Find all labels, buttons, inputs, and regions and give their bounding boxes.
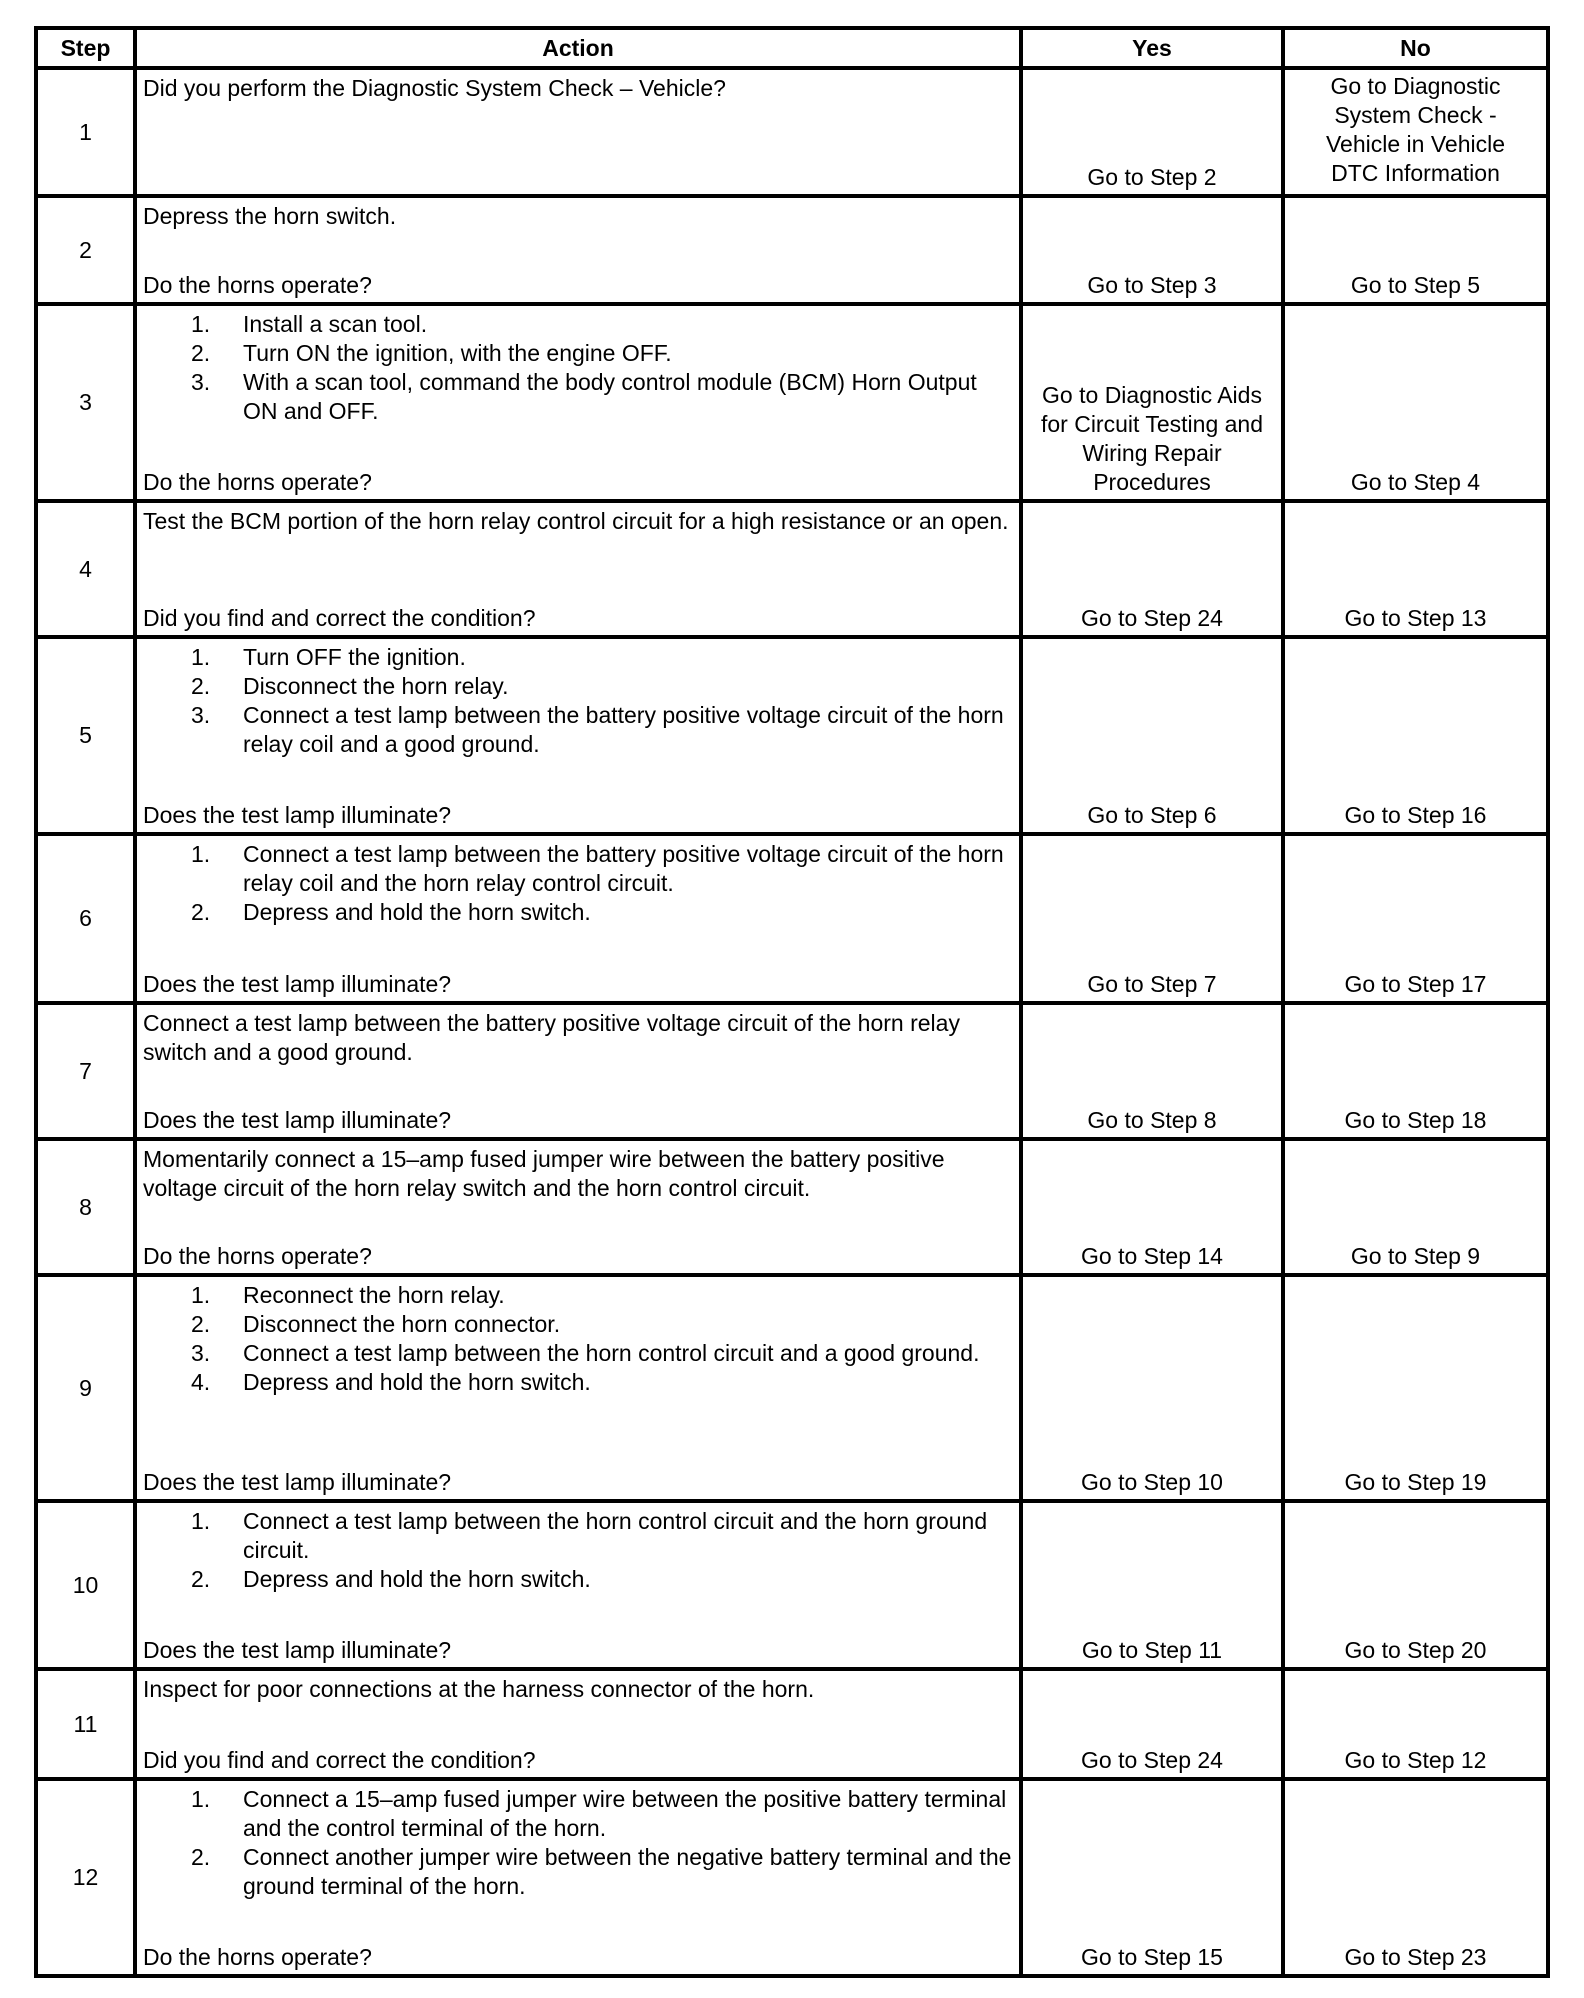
action-content — [143, 1009, 1013, 1135]
action-content — [143, 643, 1013, 830]
action-question: Did you find and correct the condition? — [143, 605, 536, 631]
list-item — [143, 1843, 1013, 1901]
list-item-number: 2. — [191, 340, 211, 366]
list-item-text: Depress and hold the horn switch. — [243, 1369, 591, 1395]
table-row — [36, 637, 1548, 834]
action-content — [143, 507, 1013, 633]
list-item — [143, 701, 1013, 759]
action-text: Did you perform the Diagnostic System Check – Vehicle? — [143, 75, 726, 101]
table-row — [36, 1139, 1548, 1275]
action-cell — [135, 501, 1021, 637]
step-number: 7 — [36, 1003, 135, 1139]
list-item — [143, 1507, 1013, 1565]
action-question: Does the test lamp illuminate? — [143, 802, 452, 828]
list-item-number: 2. — [191, 1844, 211, 1870]
table-row — [36, 68, 1548, 196]
yes-outcome — [1021, 501, 1283, 637]
list-item — [143, 1785, 1013, 1843]
action-cell — [135, 1275, 1021, 1501]
step-number: 4 — [36, 501, 135, 637]
no-outcome — [1283, 304, 1548, 501]
list-item — [143, 1565, 1013, 1594]
list-item-number: 1. — [191, 311, 211, 337]
no-outcome-line: Go to Step 18 — [1344, 1107, 1487, 1133]
action-question: Does the test lamp illuminate? — [143, 971, 452, 997]
action-question: Does the test lamp illuminate? — [143, 1469, 452, 1495]
action-question: Do the horns operate? — [143, 1243, 372, 1269]
action-content — [143, 310, 1013, 497]
list-item-number: 3. — [191, 1340, 211, 1366]
header-step: Step — [36, 28, 135, 68]
action-cell — [135, 304, 1021, 501]
action-content — [143, 74, 1013, 192]
list-item-number: 1. — [191, 644, 211, 670]
yes-outcome-line: Go to Step 2 — [1087, 164, 1217, 190]
action-content — [143, 1507, 1013, 1665]
no-outcome — [1283, 637, 1548, 834]
action-instructions — [143, 507, 1013, 536]
list-item — [143, 368, 1013, 426]
no-outcome — [1283, 834, 1548, 1003]
yes-outcome-line: Go to Step 10 — [1081, 1469, 1223, 1495]
list-item — [143, 672, 1013, 701]
step-number: 8 — [36, 1139, 135, 1275]
step-number: 1 — [36, 68, 135, 196]
action-instructions — [143, 1009, 1013, 1067]
action-text: Momentarily connect a 15–amp fused jumper wire between the battery positive voltage circuit of the horn relay switch and the horn control circuit. — [143, 1146, 945, 1201]
list-item-text: Connect a test lamp between the horn control circuit and the horn ground circuit. — [243, 1508, 988, 1563]
list-item-text: Disconnect the horn connector. — [243, 1311, 561, 1337]
action-content — [143, 202, 1013, 300]
no-outcome-line: Go to Diagnostic — [1330, 73, 1501, 99]
table-row — [36, 1779, 1548, 1976]
yes-outcome — [1021, 196, 1283, 304]
no-outcome-line: Go to Step 9 — [1350, 1243, 1481, 1269]
yes-outcome-line: Go to Step 8 — [1087, 1107, 1217, 1133]
no-outcome — [1283, 68, 1548, 196]
no-outcome — [1283, 1275, 1548, 1501]
no-outcome-line: Go to Step 20 — [1344, 1637, 1487, 1663]
table-row — [36, 1003, 1548, 1139]
yes-outcome-line: Procedures — [1093, 469, 1211, 495]
action-cell — [135, 1003, 1021, 1139]
list-item-number: 2. — [191, 673, 211, 699]
action-cell — [135, 1501, 1021, 1669]
action-text: Inspect for poor connections at the harness connector of the horn. — [143, 1676, 815, 1702]
no-outcome-line: Go to Step 23 — [1344, 1944, 1487, 1970]
yes-outcome-line: Go to Step 6 — [1087, 802, 1217, 828]
action-cell — [135, 1669, 1021, 1779]
table-row — [36, 1275, 1548, 1501]
header-row — [36, 28, 1548, 68]
list-item — [143, 1368, 1013, 1397]
list-item-number: 3. — [191, 369, 211, 395]
step-number: 5 — [36, 637, 135, 834]
action-instructions — [143, 840, 1013, 927]
list-item-number: 2. — [191, 1311, 211, 1337]
list-item-text: Connect a test lamp between the horn control circuit and a good ground. — [243, 1340, 980, 1366]
yes-outcome-line: Go to Step 11 — [1081, 1637, 1223, 1663]
no-outcome-line: Go to Step 5 — [1350, 272, 1481, 298]
yes-outcome — [1021, 637, 1283, 834]
yes-outcome — [1021, 1003, 1283, 1139]
list-item — [143, 339, 1013, 368]
list-item — [143, 1281, 1013, 1310]
action-list — [143, 840, 1013, 927]
list-item-text: Connect a test lamp between the battery positive voltage circuit of the horn relay coil and a good ground. — [243, 702, 1004, 757]
step-number: 10 — [36, 1501, 135, 1669]
step-number: 9 — [36, 1275, 135, 1501]
list-item-number: 4. — [191, 1369, 211, 1395]
yes-outcome-line: Wiring Repair — [1082, 440, 1222, 466]
action-question: Does the test lamp illuminate? — [143, 1107, 452, 1133]
step-number: 2 — [36, 196, 135, 304]
no-outcome — [1283, 196, 1548, 304]
action-content — [143, 1281, 1013, 1497]
action-instructions — [143, 1675, 1013, 1704]
no-outcome — [1283, 1139, 1548, 1275]
list-item — [143, 643, 1013, 672]
action-content — [143, 1785, 1013, 1972]
table-row — [36, 1501, 1548, 1669]
no-outcome — [1283, 1779, 1548, 1976]
step-number: 12 — [36, 1779, 135, 1976]
list-item-text: Install a scan tool. — [243, 311, 428, 337]
no-outcome-line: DTC Information — [1331, 160, 1500, 186]
yes-outcome-line: Go to Step 7 — [1087, 971, 1217, 997]
list-item-text: With a scan tool, command the body control module (BCM) Horn Output ON and OFF. — [243, 369, 977, 424]
yes-outcome — [1021, 1139, 1283, 1275]
no-outcome-line: System Check - — [1334, 102, 1497, 128]
action-list — [143, 1281, 1013, 1397]
list-item — [143, 898, 1013, 927]
no-outcome-line: Go to Step 19 — [1344, 1469, 1487, 1495]
action-content — [143, 1675, 1013, 1775]
no-outcome-line: Go to Step 4 — [1350, 469, 1481, 495]
yes-outcome-line: Go to Step 14 — [1081, 1243, 1223, 1269]
action-list — [143, 1507, 1013, 1594]
list-item-number: 1. — [191, 1508, 211, 1534]
no-outcome — [1283, 1501, 1548, 1669]
action-list — [143, 310, 1013, 426]
list-item-text: Reconnect the horn relay. — [243, 1282, 505, 1308]
yes-outcome-line: for Circuit Testing and — [1040, 411, 1263, 437]
yes-outcome — [1021, 1779, 1283, 1976]
list-item-text: Connect a 15–amp fused jumper wire between the positive battery terminal and the control terminal of the horn. — [243, 1786, 1007, 1841]
action-question: Did you find and correct the condition? — [143, 1747, 536, 1773]
action-text: Connect a test lamp between the battery positive voltage circuit of the horn relay switch and a good ground. — [143, 1010, 960, 1065]
header-no: No — [1283, 28, 1548, 68]
table-row — [36, 834, 1548, 1003]
list-item-text: Turn ON the ignition, with the engine OFF. — [243, 340, 672, 366]
step-number: 11 — [36, 1669, 135, 1779]
diagnostic-table — [34, 26, 1550, 1978]
list-item — [143, 840, 1013, 898]
action-cell — [135, 637, 1021, 834]
table-row — [36, 196, 1548, 304]
action-instructions — [143, 1281, 1013, 1397]
list-item-text: Connect another jumper wire between the negative battery terminal and the ground terminal of the horn. — [243, 1844, 1012, 1899]
no-outcome-line: Go to Step 16 — [1344, 802, 1487, 828]
action-question: Do the horns operate? — [143, 1944, 372, 1970]
list-item-text: Depress and hold the horn switch. — [243, 1566, 591, 1592]
list-item-number: 3. — [191, 702, 211, 728]
action-cell — [135, 68, 1021, 196]
action-instructions — [143, 74, 1013, 103]
action-content — [143, 840, 1013, 999]
list-item — [143, 310, 1013, 339]
yes-outcome — [1021, 68, 1283, 196]
action-instructions — [143, 310, 1013, 426]
list-item-number: 2. — [191, 899, 211, 925]
action-text: Depress the horn switch. — [143, 203, 397, 229]
action-cell — [135, 196, 1021, 304]
yes-outcome-line: Go to Diagnostic Aids — [1042, 382, 1262, 408]
action-instructions — [143, 1507, 1013, 1594]
no-outcome-line: Go to Step 17 — [1344, 971, 1487, 997]
no-outcome-line: Go to Step 13 — [1344, 605, 1487, 631]
list-item-text: Turn OFF the ignition. — [243, 644, 466, 670]
step-number: 6 — [36, 834, 135, 1003]
no-outcome-line: Vehicle in Vehicle — [1325, 131, 1505, 157]
action-instructions — [143, 643, 1013, 759]
list-item — [143, 1339, 1013, 1368]
list-item-text: Depress and hold the horn switch. — [243, 899, 591, 925]
list-item-number: 1. — [191, 841, 211, 867]
yes-outcome — [1021, 1669, 1283, 1779]
header-yes: Yes — [1021, 28, 1283, 68]
header-action: Action — [135, 28, 1021, 68]
no-outcome — [1283, 501, 1548, 637]
action-question: Do the horns operate? — [143, 469, 372, 495]
list-item-text: Connect a test lamp between the battery positive voltage circuit of the horn relay coil and the horn relay control circuit. — [243, 841, 1004, 896]
list-item-number: 1. — [191, 1282, 211, 1308]
action-instructions — [143, 1785, 1013, 1901]
yes-outcome-line: Go to Step 15 — [1081, 1944, 1223, 1970]
table-row — [36, 1669, 1548, 1779]
action-instructions — [143, 202, 1013, 231]
no-outcome — [1283, 1669, 1548, 1779]
yes-outcome-line: Go to Step 24 — [1081, 605, 1223, 631]
yes-outcome — [1021, 834, 1283, 1003]
no-outcome — [1283, 1003, 1548, 1139]
action-question: Does the test lamp illuminate? — [143, 1637, 452, 1663]
action-instructions — [143, 1145, 1013, 1203]
action-cell — [135, 1139, 1021, 1275]
step-number: 3 — [36, 304, 135, 501]
yes-outcome — [1021, 304, 1283, 501]
yes-outcome-line: Go to Step 3 — [1087, 272, 1217, 298]
no-outcome-line: Go to Step 12 — [1344, 1747, 1487, 1773]
table-row — [36, 501, 1548, 637]
yes-outcome-line: Go to Step 24 — [1081, 1747, 1223, 1773]
list-item — [143, 1310, 1013, 1339]
action-text: Test the BCM portion of the horn relay control circuit for a high resistance or an open. — [143, 508, 1009, 534]
list-item-text: Disconnect the horn relay. — [243, 673, 509, 699]
action-list — [143, 1785, 1013, 1901]
action-content — [143, 1145, 1013, 1271]
action-cell — [135, 1779, 1021, 1976]
table-body — [36, 68, 1548, 1976]
table-row — [36, 304, 1548, 501]
list-item-number: 1. — [191, 1786, 211, 1812]
action-cell — [135, 834, 1021, 1003]
action-list — [143, 643, 1013, 759]
action-question: Do the horns operate? — [143, 272, 372, 298]
list-item-number: 2. — [191, 1566, 211, 1592]
yes-outcome — [1021, 1275, 1283, 1501]
yes-outcome — [1021, 1501, 1283, 1669]
